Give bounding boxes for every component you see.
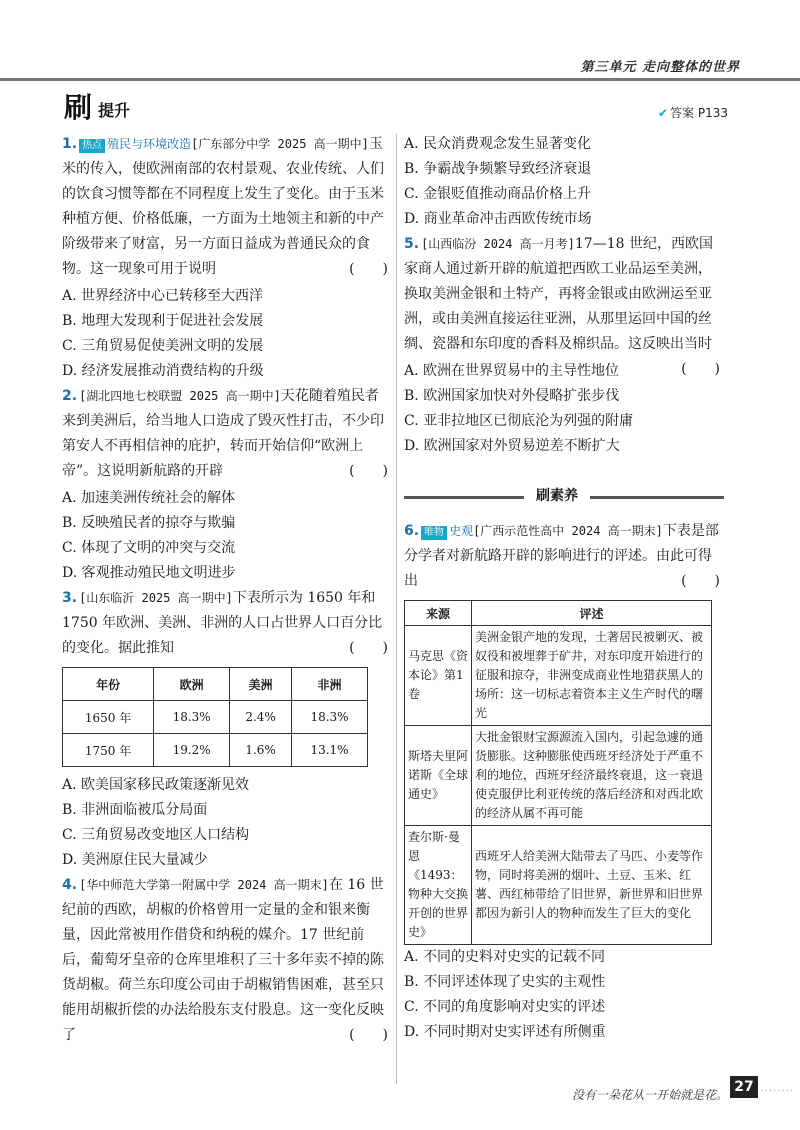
question-stem: 17—18 世纪，西欧国家商人通过新开辟的航道把西欧工业品运至美洲，换取美洲金银和土特产，再将金银或由欧洲运至亚洲，或由美洲直接运往亚洲，从那里运回中国的丝绸、瓷器和东印度的香料及棉织品。这反映出当时 [404,236,713,352]
question-2 [62,384,392,484]
answer-paren: ( ) [681,361,720,377]
answer-reference [658,104,728,121]
table-cell: 13.1% [292,734,368,767]
table-cell: 马克思《资本论》第1卷 [405,626,472,726]
table-row [405,726,712,826]
question-number: 1. [62,136,78,152]
header-rule [0,78,800,81]
question-number: 4. [62,877,78,893]
left-column [62,132,392,1050]
footer-dots: ········ [760,1086,794,1097]
option: A. 欧美国家移民政策逐渐见效 [62,777,250,793]
question-source: [华中师范大学第一附属中学 2024 高一期末] [79,878,329,892]
table-header: 欧洲 [154,668,230,701]
question-stem: 玉米的传入，使欧洲南部的农村景观、农业传统、人们的饮食习惯等都在不同程度上发生了变化。由于玉米种植方便、价格低廉，一方面为土地领主和新的中产阶级带来了财富，另一方面日益成为普通民众的食物。这一现象可用于说明 [62,136,384,277]
question-source: [湖北四地七校联盟 2025 高一期中] [79,389,281,403]
option: C. 三角贸易促使美洲文明的发展 [62,338,264,354]
question-6 [404,519,724,594]
answer-paren: ( ) [349,261,388,277]
table-cell: 2.4% [230,701,292,734]
option: D. 美洲原住民大量减少 [62,852,208,868]
table-header: 来源 [405,601,472,626]
section-logo: 刷 [64,91,93,124]
option: D. 不同时期对史实评述有所侧重 [404,1024,606,1040]
table-row [405,826,712,945]
column-divider [396,134,397,1084]
question-number: 6. [404,523,420,539]
materialism-tag: 唯物 [421,526,447,540]
question-source: [广东部分中学 2025 高一期中] [191,137,369,151]
page-number: 27 [730,1076,758,1098]
table-cell: 19.2% [154,734,230,767]
table-cell: 1750 年 [63,734,154,767]
option: B. 反映殖民者的掠夺与欺骗 [62,515,236,531]
question-source: [山西临汾 2024 高一月考] [421,237,575,251]
table-row [405,626,712,726]
answer-paren: ( ) [349,640,388,656]
question-stem: 天花随着殖民者来到美洲后，给当地人口造成了毁灭性打击，不少印第安人不再相信神的庇护，转而开始信仰“欧洲上帝”。这说明新航路的开辟 [62,388,384,479]
table-cell: 18.3% [292,701,368,734]
question-source: [广西示范性高中 2024 高一期末] [473,524,663,538]
option: D. 欧洲国家对外贸易逆差不断扩大 [404,438,620,454]
hot-tag: 热点 [79,139,105,153]
unit-title: 第三单元 走向整体的世界 [580,60,740,75]
question-number: 3. [62,590,78,606]
question-source: [山东临沂 2025 高一期中] [79,591,233,605]
table-cell: 大批金银财宝源源流入国内，引起急遽的通货膨胀。这种膨胀使西班牙经济处于严重不利的地位，西班牙经济最终衰退，这一衰退使克服伊比利亚传统的落后经济和对西北欧的经济从属不再可能 [472,726,712,826]
table-header: 评述 [472,601,712,626]
option: D. 客观推动殖民地文明进步 [62,565,236,581]
page-header [0,0,800,124]
table-header: 美洲 [230,668,292,701]
option: B. 欧洲国家加快对外侵略扩张步伐 [404,388,620,404]
question-4 [62,873,392,1048]
table-cell: 西班牙人给美洲大陆带去了马匹、小麦等作物，同时将美洲的烟叶、土豆、玉米、红薯、西红柿带给了旧世界，新世界和旧世界都因为新引人的物种而发生了巨大的变化 [472,826,712,945]
table-header: 非洲 [292,668,368,701]
table-cell: 美洲金银产地的发现，土著居民被剿灭、被奴役和被埋葬于矿井，对东印度开始进行的征服和掠夺，非洲变成商业性地猎获黑人的场所：这一切标志着资本主义生产时代的曙光 [472,626,712,726]
question-number: 5. [404,236,420,252]
table-header: 年份 [63,668,154,701]
option: D. 经济发展推动消费结构的升级 [62,363,264,379]
option: C. 亚非拉地区已彻底沦为列强的附庸 [404,413,634,429]
answer-ref-text: 答案 P133 [670,106,728,120]
table-cell: 18.3% [154,701,230,734]
option: C. 体现了文明的冲突与交流 [62,540,236,556]
footer-motto: 没有一朵花从一开始就是花。 [571,1088,728,1102]
table-cell: 查尔斯·曼恩《1493：物种大交换开创的世界史》 [405,826,472,945]
population-table [62,667,368,767]
check-icon: ✔ [657,106,669,120]
option: A. 民众消费观念发生显著变化 [404,136,592,152]
answer-paren: ( ) [349,463,388,479]
question-3 [62,586,392,661]
option: C. 三角贸易改变地区人口结构 [62,827,250,843]
question-1 [62,132,392,282]
section-label: 刷素养 [524,485,590,505]
option: B. 争霸战争频繁导致经济衰退 [404,161,592,177]
option: A. 世界经济中心已转移至大西洋 [62,288,264,304]
option: B. 非洲面临被瓜分局面 [62,802,208,818]
option: A. 加速美洲传统社会的解体 [62,490,236,506]
section-divider [404,485,724,507]
table-header-row [405,601,712,626]
section-subtitle: 提升 [98,101,131,120]
table-cell: 斯塔夫里阿诺斯《全球通史》 [405,726,472,826]
review-table [404,600,712,945]
table-cell: 1.6% [230,734,292,767]
option: B. 不同评述体现了史实的主观性 [404,974,606,990]
table-cell: 1650 年 [63,701,154,734]
question-stem: 下表所示为 1650 年和 1750 年欧洲、美洲、非洲的人口占世界人口百分比的变化。据此推知 [62,590,383,656]
option: C. 金银贬值推动商品价格上升 [404,186,592,202]
question-number: 2. [62,388,78,404]
question-stem: 在 16 世纪前的西欧，胡椒的价格曾用一定量的金和银来衡量，因此常被用作借贷和纳税的媒介。17 世纪前后，葡萄牙皇帝的仓库里堆积了三十多年卖不掉的陈货胡椒。荷兰东印度公司由于胡椒销售困难，甚至只能用胡椒折偿的办法给股东支付股息。这一变化反映了 [62,877,384,1043]
answer-paren: ( ) [681,573,720,589]
answer-paren: ( ) [349,1027,388,1043]
table-row [63,701,368,734]
question-stem: 下表是部分学者对新航路开辟的影响进行的评述。由此可得出 [404,523,719,589]
table-row [63,734,368,767]
table-header-row [63,668,368,701]
option: A. 不同的史料对史实的记载不同 [404,949,606,965]
topic-tag: 殖民与环境改造 [107,137,192,151]
topic-tag: 史观 [449,524,474,538]
option: A. 欧洲在世界贸易中的主导性地位 [404,363,620,379]
option: C. 不同的角度影响对史实的评述 [404,999,606,1015]
right-column [404,132,724,1045]
option: D. 商业革命冲击西欧传统市场 [404,211,592,227]
option: B. 地理大发现利于促进社会发展 [62,313,264,329]
